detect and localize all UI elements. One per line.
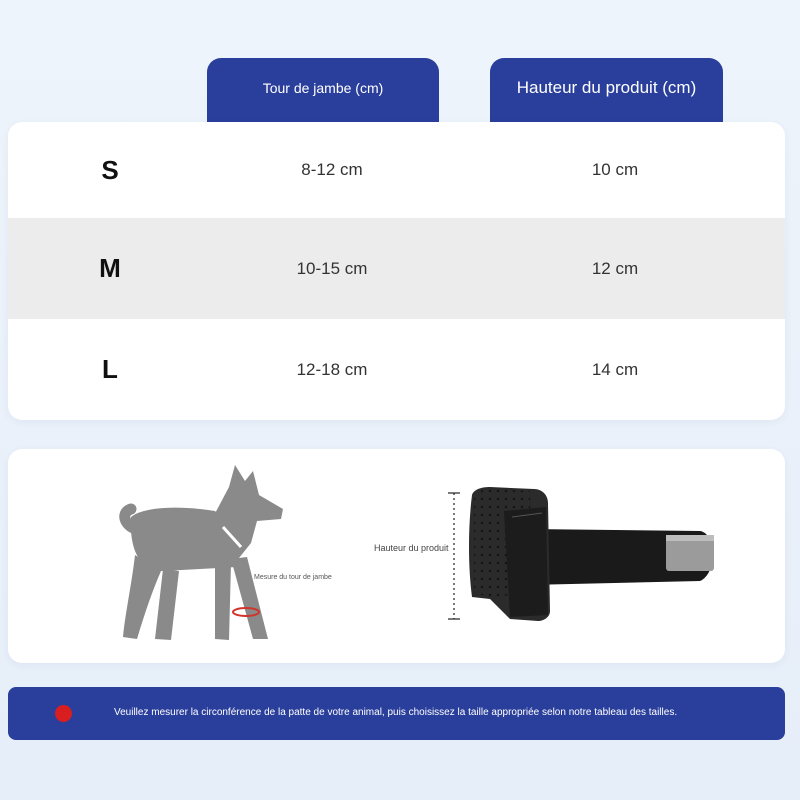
product-height-value: 14 cm <box>591 359 639 379</box>
size-label: S <box>101 154 119 185</box>
leg-measure-label: Mesure du tour de jambe <box>254 574 332 581</box>
column-header-leg-label: Tour de jambe (cm) <box>262 80 384 96</box>
instruction-text: Veuillez mesurer la circonférence de la patte de votre animal, puis choisissez la taille appropriée selon notre tableau des tailles. <box>114 707 678 718</box>
leg-brace-product-icon <box>438 487 728 627</box>
column-header-height-label: Hauteur du produit (cm) <box>516 78 697 97</box>
product-height-label: Hauteur du produit <box>374 543 449 553</box>
measurement-illustration-panel <box>8 449 785 663</box>
leg-circumference-value: 8-12 cm <box>301 160 363 179</box>
dog-silhouette-icon <box>103 459 313 654</box>
size-label: L <box>102 354 118 384</box>
table-row <box>8 122 785 218</box>
table-row <box>8 319 785 420</box>
column-header-leg <box>207 58 439 124</box>
product-height-value: 10 cm <box>591 160 639 179</box>
leg-circumference-value: 10-15 cm <box>296 258 368 278</box>
size-table <box>8 122 785 420</box>
product-height-value: 12 cm <box>591 258 639 278</box>
size-label: M <box>99 253 121 283</box>
leg-circumference-value: 12-18 cm <box>296 359 368 379</box>
column-header-height <box>490 58 723 124</box>
info-dot-icon <box>55 705 72 722</box>
table-row <box>8 218 785 319</box>
measurement-instruction-banner <box>8 687 785 740</box>
